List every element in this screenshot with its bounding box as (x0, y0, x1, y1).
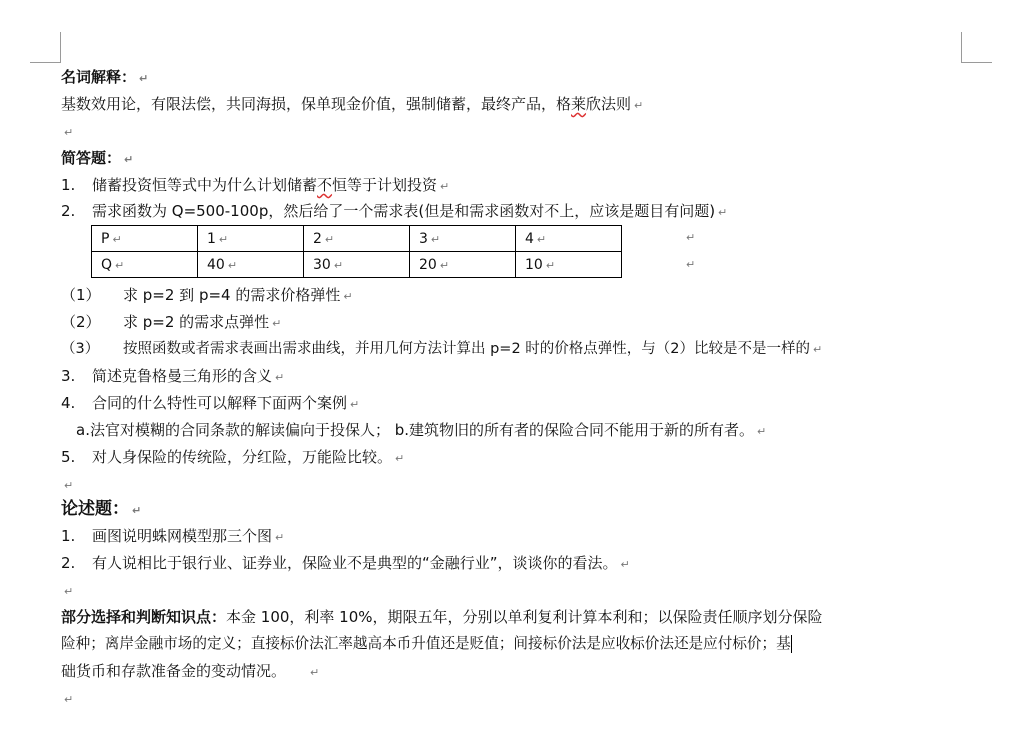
table-row-quantity (92, 252, 622, 278)
demand-table (91, 225, 622, 278)
knowledge-points-line-1: 部分选择和判断知识点：本金 100，利率 10%，期限五年，分别以单利复利计算本利和；以保险责任顺序划分保险 (61, 608, 823, 626)
knowledge-points-heading: 部分选择和判断知识点： (61, 608, 227, 626)
row-end-mark: ↵ (686, 231, 696, 244)
table-cell: 3 ↵ (410, 226, 516, 252)
table-cell: 4 ↵ (516, 226, 622, 252)
table-row-price (92, 226, 622, 252)
table-cell: P ↵ (92, 226, 198, 252)
short-answer-heading: 简答题： ↵ (61, 149, 134, 167)
short-question-4-cases: a.法官对模糊的合同条款的解读偏向于投保人； b.建筑物旧的所有者的保险合同不能用于新的所有者。 ↵ (76, 421, 767, 439)
row-end-mark: ↵ (686, 258, 696, 271)
short-question-1: 1. 储蓄投资恒等式中为什么计划储蓄不恒等于计划投资 ↵ (61, 176, 450, 194)
text-cursor (791, 635, 792, 653)
empty-paragraph: ↵ (64, 479, 74, 492)
table-cell: 10 ↵ (516, 252, 622, 278)
essay-question-1: 1. 画图说明蛛网模型那三个图 ↵ (61, 527, 285, 545)
definitions-heading: 名词解释： ↵ (61, 68, 149, 86)
spell-error-underline: 莱 (571, 95, 587, 113)
short-question-2: 2. 需求函数为 Q=500-100p，然后给了一个需求表(但是和需求函数对不上，应该是题目有问题) ↵ (61, 202, 728, 220)
knowledge-points-line-3: 础货币和存款准备金的变动情况。 ↵ (61, 662, 320, 680)
short-question-5: 5. 对人身保险的传统险，分红险，万能险比较。 ↵ (61, 448, 405, 466)
crop-mark-top-right (961, 32, 992, 63)
essay-heading: 论述题： ↵ (61, 499, 142, 519)
definitions-terms: 基数效用论，有限法偿，共同海损，保单现金价值，强制储蓄，最终产品，格莱欣法则 ↵ (61, 95, 644, 113)
empty-paragraph: ↵ (64, 585, 74, 598)
empty-paragraph: ↵ (64, 693, 74, 706)
table-cell: 2 ↵ (304, 226, 410, 252)
table-cell: Q ↵ (92, 252, 198, 278)
crop-mark-top-left (30, 32, 61, 63)
spell-error-underline: 不 (317, 176, 333, 194)
knowledge-points-line-2: 险种；离岸金融市场的定义；直接标价法汇率越高本币升值还是贬值；间接标价法是应收标价法还是应付标价；基 (61, 635, 791, 652)
sub-question-1: （1） 求 p=2 到 p=4 的需求价格弹性 ↵ (61, 286, 353, 304)
essay-question-2: 2. 有人说相比于银行业、证券业，保险业不是典型的“金融行业”，谈谈你的看法。 ↵ (61, 554, 630, 572)
sub-question-2: （2） 求 p=2 的需求点弹性 ↵ (61, 313, 282, 331)
table-cell: 1 ↵ (198, 226, 304, 252)
table-cell: 30 ↵ (304, 252, 410, 278)
short-question-3: 3. 简述克鲁格曼三角形的含义 ↵ (61, 367, 285, 385)
table-cell: 20 ↵ (410, 252, 516, 278)
empty-paragraph: ↵ (64, 126, 74, 139)
sub-question-3: （3） 按照函数或者需求表画出需求曲线，并用几何方法计算出 p=2 时的价格点弹性，与（2）比较是不是一样的 ↵ (61, 341, 823, 357)
table-cell: 40 ↵ (198, 252, 304, 278)
short-question-4: 4. 合同的什么特性可以解释下面两个案例 ↵ (61, 394, 360, 412)
